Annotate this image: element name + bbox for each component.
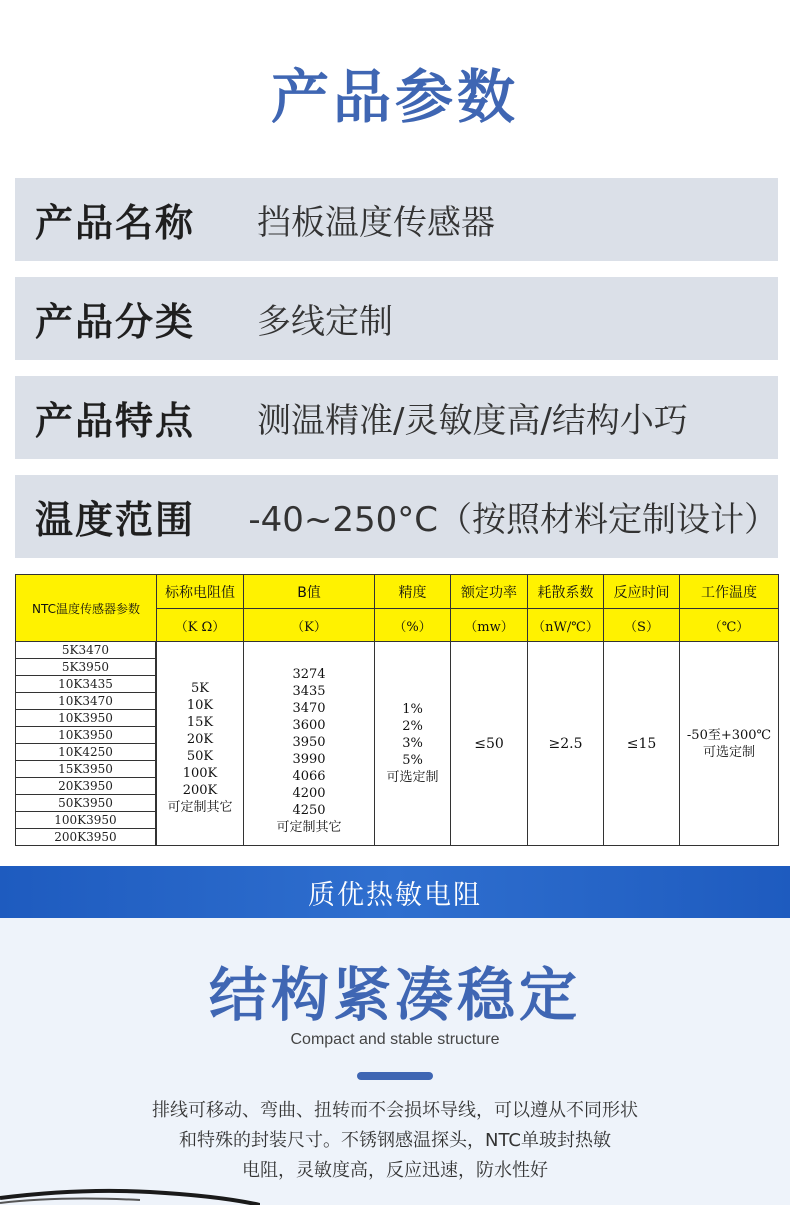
- param-row-temp-range: [15, 475, 778, 558]
- cable-image: [0, 1180, 260, 1205]
- b-value: 3274: [292, 666, 326, 682]
- model-row: 10K3470: [15, 693, 156, 710]
- b-value: 4066: [292, 768, 326, 784]
- model-row: 20K3950: [15, 778, 156, 795]
- b-value: 3950: [292, 734, 326, 750]
- col-header-resistance: 标称电阻值: [156, 574, 244, 609]
- col-header-dissipation: 耗散系数: [527, 574, 604, 609]
- col-unit-dissipation: （nW/℃）: [527, 608, 604, 642]
- section-title: 结构紧凑稳定: [208, 961, 581, 1029]
- section-subtitle: Compact and stable structure: [290, 1031, 500, 1048]
- param-value: -40~250°C（按照材料定制设计）: [248, 500, 778, 540]
- model-row: 15K3950: [15, 761, 156, 778]
- model-row: 10K3950: [15, 727, 156, 744]
- model-row: 10K3435: [15, 676, 156, 693]
- b-value: 4200: [292, 785, 326, 801]
- col-header-b-value: B值: [243, 574, 375, 609]
- model-row: 100K3950: [15, 812, 156, 829]
- b-value: 3435: [292, 683, 326, 699]
- col-unit-b-value: （K）: [243, 608, 375, 642]
- b-value: 3470: [292, 700, 326, 716]
- dissipation-value: ≥2.5: [527, 641, 604, 846]
- resistance-value: 15K: [186, 714, 214, 730]
- precision-value: 1%: [402, 702, 423, 717]
- b-value: 3990: [292, 751, 326, 767]
- work-temp-value: 可选定制: [702, 744, 755, 760]
- resistance-value: 10K: [186, 697, 214, 713]
- col-header-response: 反应时间: [603, 574, 680, 609]
- description-line: 和特殊的封装尺寸。不锈钢感温探头，NTC单玻封热敏: [179, 1130, 611, 1151]
- b-values: [243, 641, 375, 846]
- resistance-value: 50K: [186, 748, 214, 764]
- table-corner-header: NTC温度传感器参数: [15, 574, 157, 642]
- work-temp-value: -50至+300℃: [686, 727, 772, 743]
- description-line: 电阻，灵敏度高，反应迅速，防水性好: [242, 1160, 548, 1181]
- col-unit-response: （S）: [603, 608, 680, 642]
- description-line: 排线可移动、弯曲、扭转而不会损坏导线，可以遵从不同形状: [152, 1100, 638, 1121]
- model-row: 5K3950: [15, 659, 156, 676]
- param-row-name: [15, 178, 778, 261]
- resistance-value: 可定制其它: [167, 799, 233, 815]
- col-unit-power: （mw）: [450, 608, 528, 642]
- b-value: 3600: [292, 717, 326, 733]
- precision-value: 可选定制: [386, 770, 439, 785]
- param-value: 测温精准/灵敏度高/结构小巧: [257, 401, 688, 441]
- col-header-power: 额定功率: [450, 574, 528, 609]
- param-row-category: [15, 277, 778, 360]
- col-unit-resistance: （K Ω）: [156, 608, 244, 642]
- param-label: 温度范围: [35, 498, 196, 542]
- divider-pill: [357, 1072, 433, 1080]
- col-header-work-temp: 工作温度: [679, 574, 779, 609]
- model-row: 10K4250: [15, 744, 156, 761]
- resistance-value: 20K: [186, 731, 214, 747]
- resistance-values: [156, 641, 244, 846]
- response-time-value: ≤15: [603, 641, 680, 846]
- model-row: 200K3950: [15, 829, 156, 846]
- b-value: 可定制其它: [276, 819, 342, 835]
- precision-value: 5%: [402, 753, 423, 768]
- section-description: [0, 1096, 790, 1186]
- model-row: 5K3470: [15, 642, 156, 659]
- param-label: 产品分类: [35, 300, 196, 344]
- param-label: 产品名称: [35, 201, 196, 245]
- precision-value: 3%: [402, 736, 423, 751]
- model-row: 50K3950: [15, 795, 156, 812]
- resistance-value: 200K: [182, 782, 218, 798]
- spec-table: [15, 574, 779, 846]
- param-row-features: [15, 376, 778, 459]
- param-label: 产品特点: [35, 399, 196, 443]
- b-value: 4250: [292, 802, 326, 818]
- precision-values: [374, 641, 451, 846]
- precision-value: 2%: [402, 719, 423, 734]
- model-row: 10K3950: [15, 710, 156, 727]
- col-unit-precision: （%）: [374, 608, 451, 642]
- col-unit-work-temp: （℃）: [679, 608, 779, 642]
- param-value: 挡板温度传感器: [257, 203, 495, 243]
- param-value: 多线定制: [257, 302, 393, 342]
- resistance-value: 100K: [182, 765, 218, 781]
- resistance-value: 5K: [191, 680, 209, 696]
- feature-banner: 质优热敏电阻: [0, 866, 790, 918]
- col-header-precision: 精度: [374, 574, 451, 609]
- page-title: 产品参数: [270, 63, 519, 131]
- work-temp-values: [679, 641, 779, 846]
- rated-power-value: ≤50: [450, 641, 528, 846]
